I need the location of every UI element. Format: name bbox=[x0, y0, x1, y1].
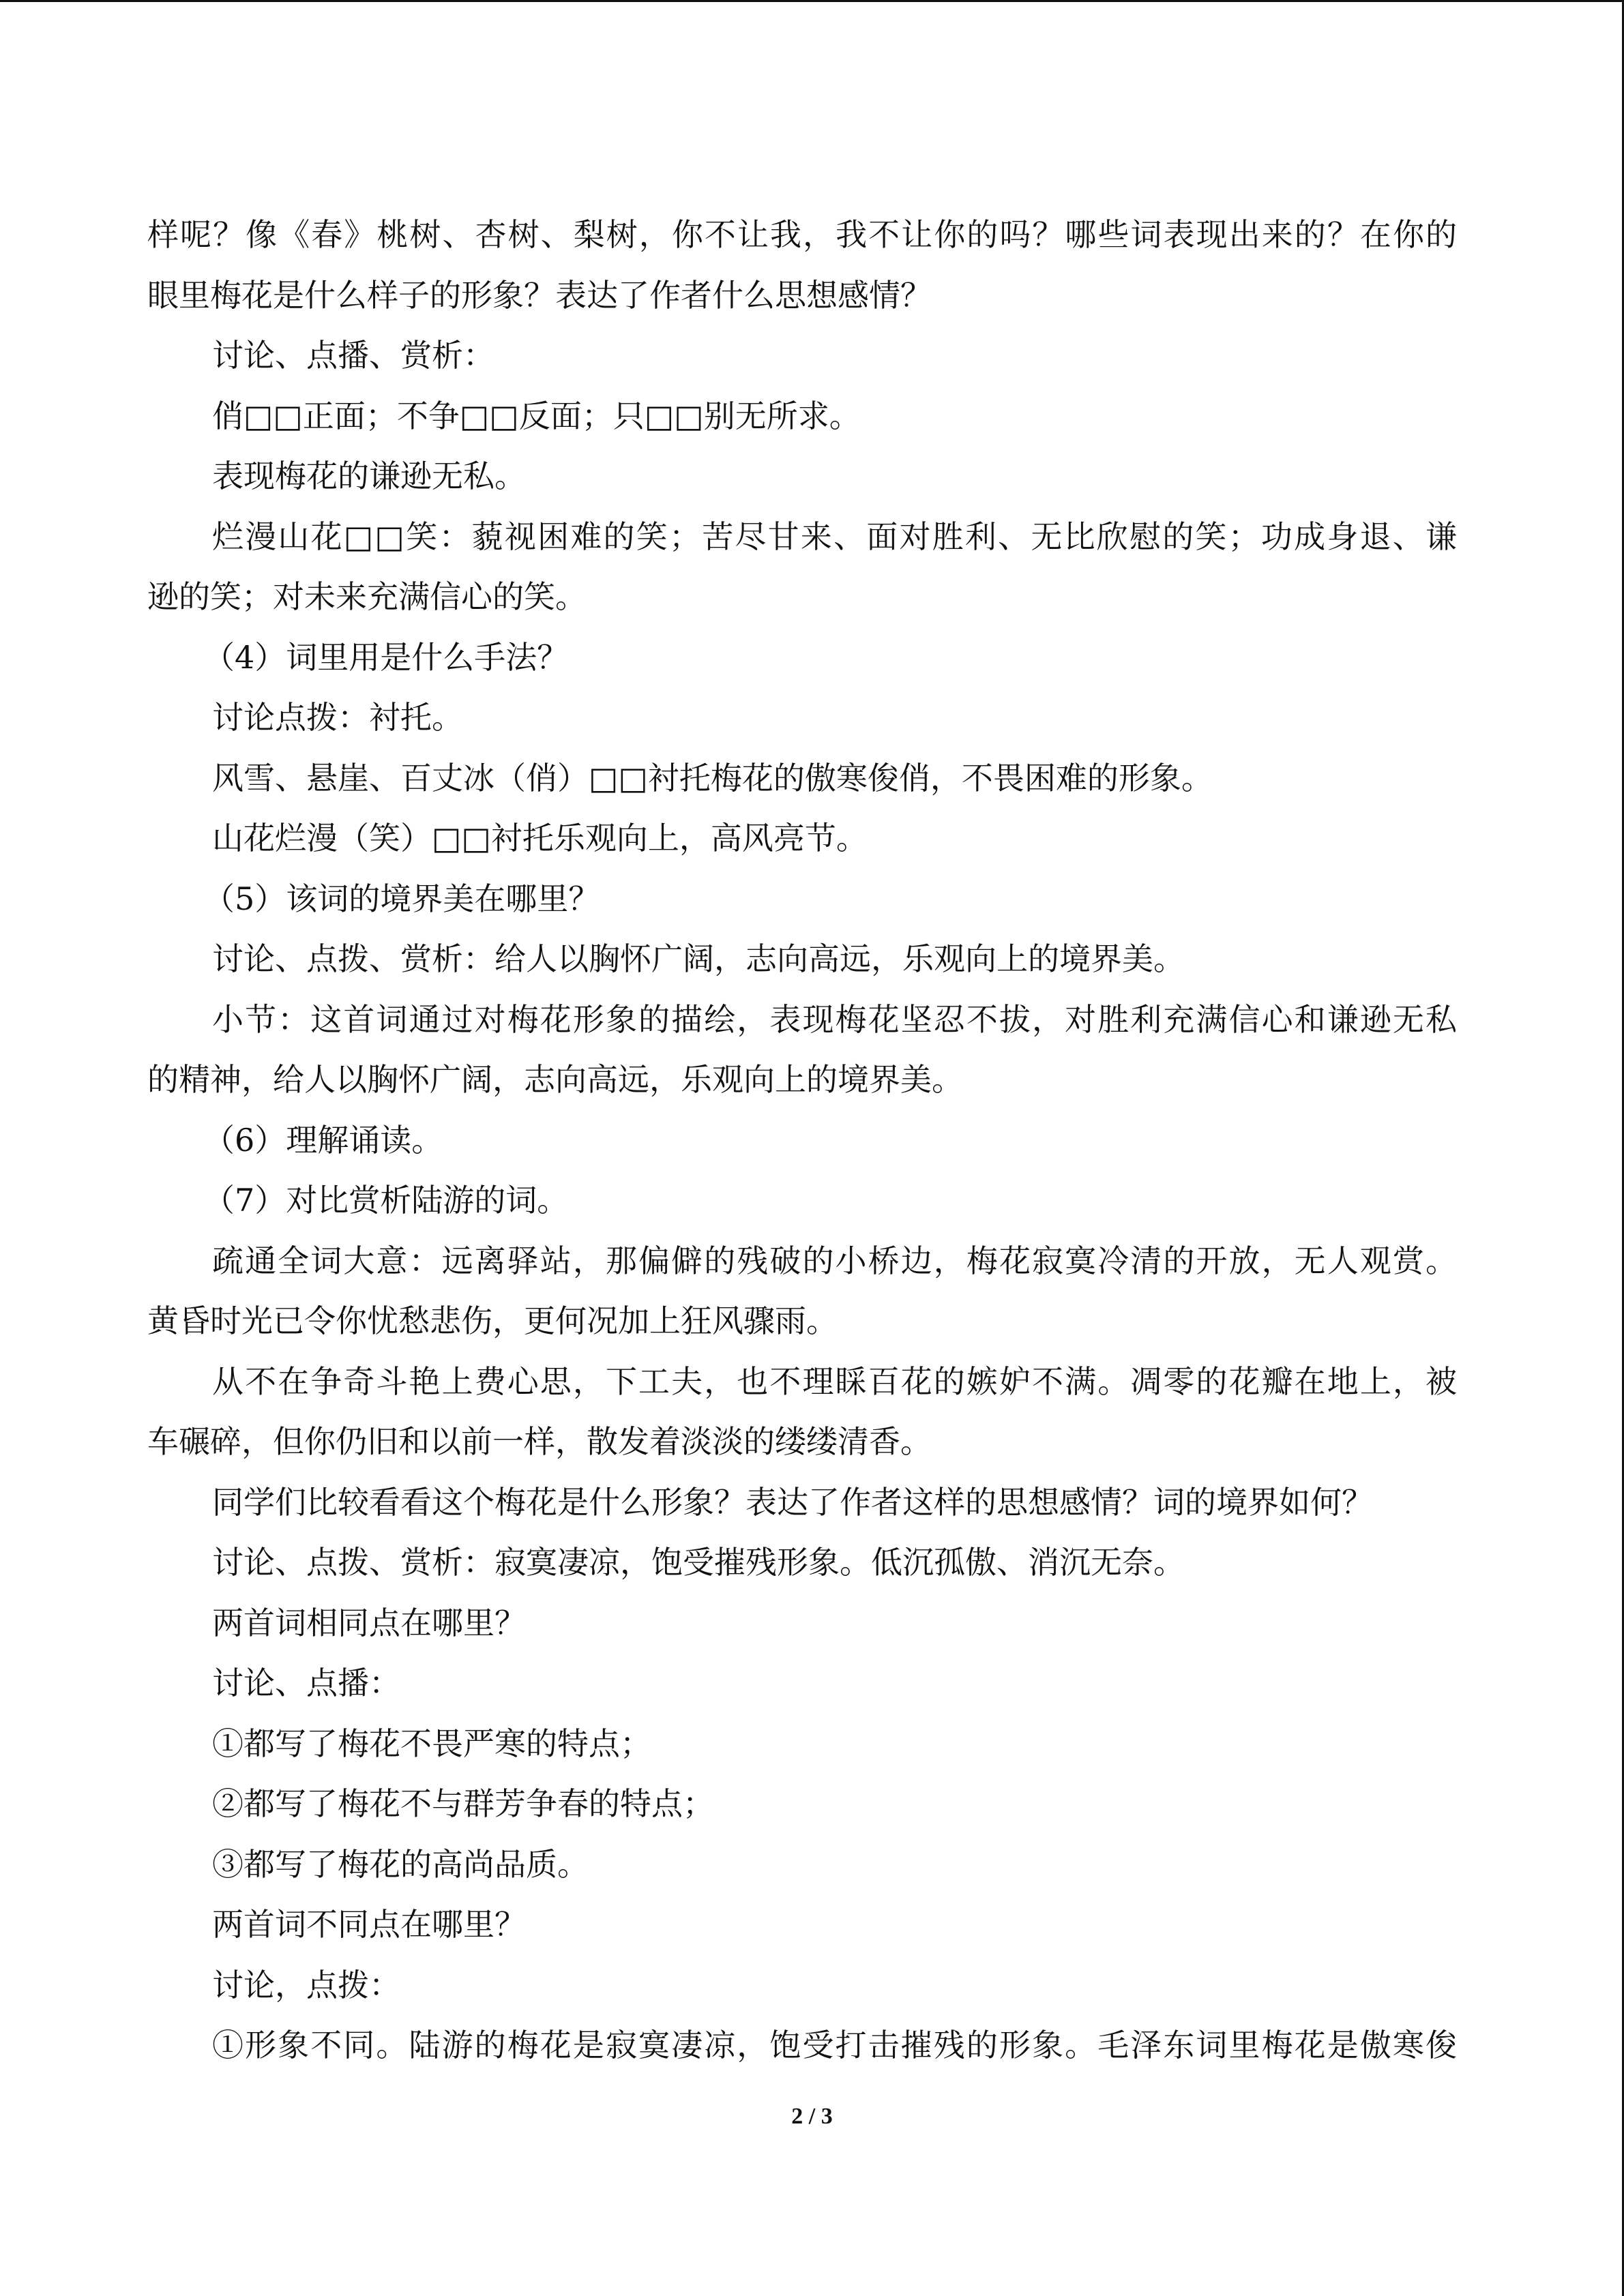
document-body bbox=[147, 205, 1457, 2076]
text-line: （6）理解诵读。 bbox=[203, 1121, 443, 1159]
text-line: 两首词相同点在哪里？ bbox=[212, 1604, 526, 1641]
text-line: 黄昏时光已令你忧愁悲伤，更何况加上狂风骤雨。 bbox=[147, 1302, 838, 1339]
text-line: 从不在争奇斗艳上费心思，下工夫，也不理睬百花的嫉妒不满。凋零的花瓣在地上，被 bbox=[212, 1362, 1457, 1400]
text-line: 烂漫山花□□笑：藐视困难的笑；苦尽甘来、面对胜利、无比欣慰的笑；功成身退、谦 bbox=[212, 518, 1457, 555]
text-line: 车碾碎，但你仍旧和以前一样，散发着淡淡的缕缕清香。 bbox=[147, 1423, 932, 1460]
text-line: 讨论，点拨： bbox=[212, 1966, 400, 2003]
text-line: （4）词里用是什么手法？ bbox=[203, 638, 569, 676]
text-line: 疏通全词大意：远离驿站，那偏僻的残破的小桥边，梅花寂寞冷清的开放，无人观赏。 bbox=[212, 1242, 1457, 1279]
text-line: ②都写了梅花不与群芳争春的特点； bbox=[212, 1785, 714, 1822]
text-line: 表现梅花的谦逊无私。 bbox=[212, 458, 526, 494]
text-line: 讨论点拨：衬托。 bbox=[212, 699, 463, 736]
text-line: 讨论、点拨、赏析：寂寞凄凉，饱受摧残形象。低沉孤傲、消沉无奈。 bbox=[212, 1544, 1185, 1581]
text-line: ①都写了梅花不畏严寒的特点； bbox=[212, 1725, 651, 1762]
text-line: 风雪、悬崖、百丈冰（俏）□□衬托梅花的傲寒俊俏，不畏困难的形象。 bbox=[212, 759, 1213, 796]
text-line: 讨论、点播、赏析： bbox=[212, 337, 494, 374]
text-line: （7）对比赏析陆游的词。 bbox=[203, 1182, 569, 1219]
text-line: （5）该词的境界美在哪里？ bbox=[203, 880, 600, 917]
text-line: 样呢？像《春》桃树、杏树、梨树，你不让我，我不让你的吗？哪些词表现出来的？在你的 bbox=[147, 216, 1457, 253]
text-line: 同学们比较看看这个梅花是什么形象？表达了作者这样的思想感情？词的境界如何？ bbox=[212, 1483, 1373, 1521]
text-line: 讨论、点播： bbox=[212, 1665, 400, 1701]
text-line: 两首词不同点在哪里？ bbox=[212, 1906, 526, 1943]
text-line: 眼里梅花是什么样子的形象？表达了作者什么思想感情？ bbox=[147, 276, 932, 314]
text-line: ①形象不同。陆游的梅花是寂寞凄凉，饱受打击摧残的形象。毛泽东词里梅花是傲寒俊 bbox=[212, 2027, 1457, 2063]
text-line: 讨论、点拨、赏析：给人以胸怀广阔，志向高远，乐观向上的境界美。 bbox=[212, 940, 1185, 977]
text-line: ③都写了梅花的高尚品质。 bbox=[212, 1845, 589, 1883]
text-line: 俏□□正面；不争□□反面；只□□别无所求。 bbox=[212, 397, 861, 434]
page-number: 2 / 3 bbox=[791, 2104, 833, 2129]
text-line: 的精神，给人以胸怀广阔，志向高远，乐观向上的境界美。 bbox=[147, 1061, 963, 1098]
text-line: 山花烂漫（笑）□□衬托乐观向上，高风亮节。 bbox=[212, 820, 868, 856]
text-line: 小节：这首词通过对梅花形象的描绘，表现梅花坚忍不拔，对胜利充满信心和谦逊无私 bbox=[212, 1000, 1457, 1038]
top-border bbox=[0, 0, 1624, 2]
text-line: 逊的笑；对未来充满信心的笑。 bbox=[147, 578, 587, 615]
